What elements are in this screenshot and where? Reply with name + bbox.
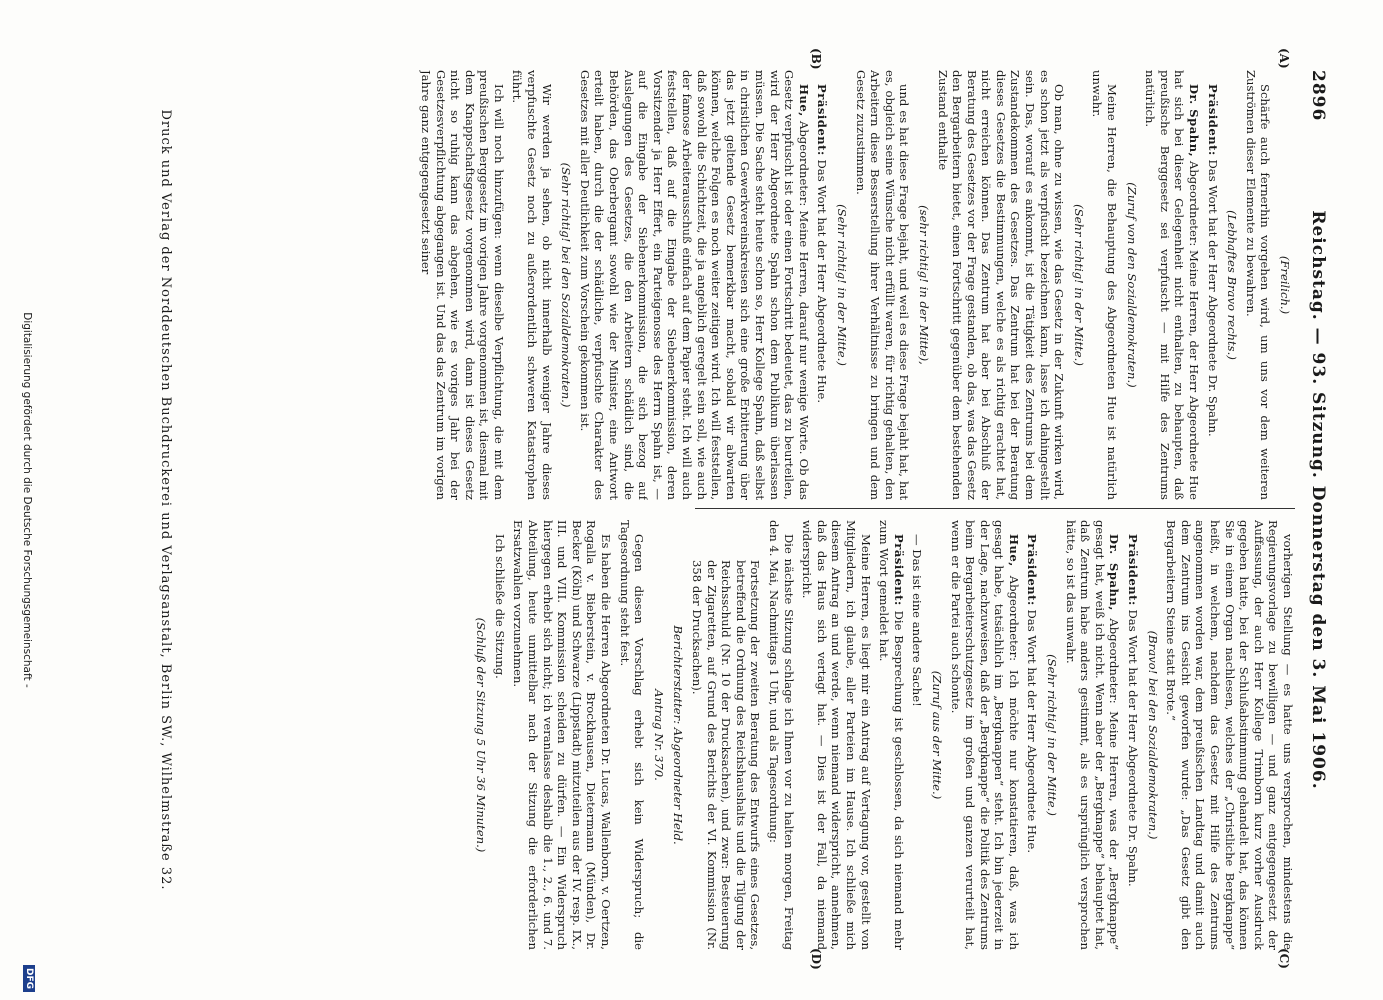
paragraph: — Das ist eine andere Sache! — [910, 534, 925, 707]
paragraph: Die nächste Sitzung schlage ich Ihnen vor zu halten morgen, Freitag den 4. Mai, Nachmittags 1 Uhr, und als Tagesordnung: — [767, 520, 796, 950]
paragraph: Ob man, ohne zu wissen, wie das Gesetz in der Zukunft wirken wird, es schon jetzt als verpfuscht bezeichnen kann, lasse ich dahingestellt sein. Das, worauf es ankommt, ist die Tätigkeit des Zentrums bei dem Zustandekommen des Gesetzes. Das Zentrum hat bei der Beratung dieses Gesetzes die Bestimmungen, welche es als richtig erachtet hat, nicht erreichen können. Das Zentrum hat aber bei Abschluß der Beratung des Gesetzes vor der Frage gestanden, ob das, was das Gesetz den Bergarbeitern bietet, einen Fortschritt gegenüber dem bestehenden Zustand enthalte — [935, 70, 1067, 500]
motion-line: Antrag Nr. 370. — [651, 689, 666, 781]
paragraph: Meine Herren, die Behauptung des Abgeordneten Hue ist natürlich unwahr. — [1090, 70, 1120, 500]
paragraph: vorherigen Stellung — es hatte uns versprochen, mindestens die Regierungsvorlage zu bewilligen — und ganz entgegengesetzt der Auffassung, der auch Herr Kollege Trimborn kurz vorher Ausdruck gegeben hatte, bei der Schlußabstimmung gehandelt hat, das können Sie in einem Organ nachlesen, welches der „Christliche Bergknappe“ heißt, in welchem, nachdem das Gesetz mit Hilfe des Zentrums angenommen worden war, dem preußischen Landtag und damit auch dem Zentrum ins Gesicht geworfen wurde: „Das Gesetz gibt den Bergarbeitern Steine statt Brote.“ — [1164, 520, 1295, 950]
interjection: (Bravo! bei den Sozialdemokraten.) — [1145, 630, 1160, 840]
interjection: (Lebhaftes Bravo rechts.) — [1225, 210, 1240, 360]
speech-paragraph — [1125, 520, 1140, 950]
printer-imprint: Druck und Verlag der Norddeutschen Buchdruckerei und Verlagsanstalt, Berlin SW., Wilhelmstraße 32. — [158, 109, 173, 891]
session-end-note: (Schluß der Sitzung 5 Uhr 36 Minuten.) — [474, 617, 489, 853]
interjection: (Freilich.) — [1278, 255, 1292, 315]
agenda-item: Fortsetzung der zweiten Beratung des Entwurfs eines Gesetzes, betreffend die Ordnung des Reichshaushalts und die Tilgung der Reichsschuld (Nr. 10 der Drucksachen), und zwar: Besteuerung der Zigaretten, auf Grund des Berichts der VI. Kommission (Nr. 358 der Drucksachen). — [690, 560, 763, 950]
speech-text: Das Wort hat der Herr Abgeordnete Dr. Spahn. — [1126, 609, 1141, 887]
dfg-logo: DFG — [23, 965, 35, 992]
paragraph: Ich will noch hinzufügen: wenn dieselbe Verpflichtung, die mit dem preußischen Berggesetz im vorigen Jahre vorgenommen ist, diesmal mit dem Knappschaftsgesetz vorgenommen wird, dann ist dieses Gesetz nicht so ruhig kann das abgehen, wie es voriges Jahr bei der Gesetzesverpflichtung abgegangen ist. Und das das Zentrum im vorigen Jahre ganz entgegengesetzt seiner — [418, 70, 506, 500]
paragraph: Wir werden ja sehen, ob nicht innerhalb weniger Jahre dieses verpfuschte Gesetz noch zu außerordentlich schweren Katastrophen führt. — [510, 70, 554, 500]
paragraph: Meine Herren, es liegt mir ein Antrag auf Vertagung vor, gestellt von Mitgliedern, ich glaube, aller Parteien im Hause. Ich schließe mich diesem Antrag an und werde, wenn niemand widerspricht, annehmen, daß das Haus sich vertagt hat. — Dies ist der Fall, da niemand widerspricht. — [800, 520, 873, 950]
speaker-name: Präsident: — [1025, 534, 1040, 606]
paragraph: Es haben die Herren Abgeordneten Dr. Lucas, Wallenborn, v. Oertzen, Rogalla v. Bieberstein, v. Brockhausen, Dietermann (Münden), Dr. Becker (Köln) und Schwarze (Lippstadt) mitzuteilen aus der IV. resp. IX., III. und VIII. Kommission scheiden zu dürfen. — Ein Widerspruch hiergegen erhebt sich nicht; ich veranlasse deshalb die 1., 2., 6. und 7. Abteilung, heute unmittelbar nach der Sitzung die erforderlichen Ersatzwahlen vorzunehmen. — [511, 520, 614, 950]
speech-text: Das Wort hat der Herr Abgeordnete Hue. — [1025, 609, 1040, 854]
speaker-name: Dr. Spahn, — [1107, 534, 1122, 611]
speech-text: Abgeordneter: Ich möchte nur konstatieren, daß, was ich gesagt habe, tatsächlich im „Bergknappen“ steht. Ich bin jederzeit in der Lage, nachzuweisen, daß der „Bergknappe“ die Politik des Zentrums beim Bergarbeiterschutzgesetz im großen und ganzen verurteilt hat, wenn er die Partei auch schonte. — [948, 520, 1021, 950]
speaker-name: Hue, — [796, 84, 811, 117]
margin-mark-a: (A) — [1277, 48, 1291, 69]
speech-text: Abgeordneter: Meine Herren, der Herr Abgeordnete Hue hat sich bei dieser Gelegenheit nicht enthalten, zu behaupten, daß preußische Berggesetz sei verpfuscht — mit Hilfe des Zentrums natürlich. — [1143, 70, 1202, 500]
speaker-name: Präsident: — [1205, 84, 1220, 156]
speaker-name: Präsident: — [815, 84, 830, 156]
page-number: 2896 — [1308, 70, 1328, 122]
right-column — [205, 520, 1295, 950]
interjection: (Sehr richtig! in der Mitte.) — [1071, 204, 1086, 366]
digitization-credit: Digitalisierung gefördert durch die Deutsche Forschungsgemeinschaft - — [21, 312, 33, 688]
paragraph: Ich schließe die Sitzung. — [492, 534, 507, 679]
speech-text: Das Wort hat der Herr Abgeordnete Hue. — [815, 159, 830, 404]
speech-text: Die Besprechung ist geschlossen, da sich niemand mehr zum Wort gemeldet hat. — [877, 520, 906, 950]
speech-paragraph — [1025, 520, 1040, 950]
interjection: (Zuruf von den Sozialdemokraten.) — [1124, 182, 1139, 388]
speaker-name: Präsident: — [1126, 534, 1141, 606]
margin-mark-b: (B) — [809, 48, 823, 70]
left-column — [205, 70, 1295, 500]
speech-text: Das Wort hat der Herr Abgeordnete Dr. Spahn. — [1205, 159, 1220, 437]
speech-paragraph — [1205, 70, 1220, 500]
speech-paragraph — [948, 520, 1021, 950]
paragraph: Schärfe auch fernerhin vorgehen wird, um uns vor dem weiteren Zuströmen dieser Elemente zu bewahren. — [1243, 70, 1273, 500]
speaker-name: Hue, — [1006, 534, 1021, 567]
speaker-name: Präsident: — [891, 534, 906, 606]
column-divider — [695, 508, 1295, 509]
speech-text: Abgeordneter: Meine Herren, was der „Bergknappe“ gesagt hat, weiß ich nicht. Wenn aber der „Bergknappe“ behauptet hat, daß Zentrum habe anders gestimmt, als es ursprünglich versprochen hätte, so ist das unwahr. — [1063, 520, 1122, 950]
speech-text: Abgeordneter: Meine Herren, darauf nur wenige Worte. Ob das Gesetz verpfuscht ist oder einen Fortschritt bedeutet, das zu beurteilen, wird der Herr Abgeordnete Spahn schon dem Publikum überlassen müssen. Die Sache steht heute schon so, Herr Kollege Spahn, daß selbst in christlichen Gewerkvereinskreisen sich eine große Erbitterung über das jetzt geltende Gesetz bemerkbar macht, sobald wir abwarten können, welche Folgen es noch weiter zeitigen wird. Ich will feststellen, daß sowohl die Schichtzeit, die ja angeblich geregelt sein soll, wie auch der famose Arbeiterausschuß einfach auf dem Papier steht. Ich will auch feststellen, daß auf die Eingabe der Siebenerkommission, deren Vorsitzender ja Herr Effert, ein Parteigenosse des Herrn Spahn ist, — auf die Eingabe der Siebenerkommission, die sich bezog auf Auslegungen des Gesetzes, die den Arbeitern schädlich sind, die Behörden, das Oberbergamt sowohl wie der Minister, eine Antwort erteilt haben, durch die der schädliche, verpfuschte Charakter des Gesetzes mit aller Deutlichkeit zum Vorschein gekommen ist. — [577, 70, 811, 500]
speech-paragraph — [815, 70, 830, 500]
speaker-name: Dr. Spahn, — [1187, 84, 1202, 158]
speech-paragraph — [1143, 70, 1201, 500]
margin-mark-c: (C) — [1277, 948, 1291, 969]
page-header — [1300, 70, 1328, 930]
interjection: (Sehr richtig! in der Mitte.) — [1045, 654, 1060, 816]
paragraph: und es hat diese Frage bejaht, und weil es diese Frage bejaht hat, hat es, obgleich seine Wünsche nicht erfüllt waren, für richtig gehalten, den Arbeitern diese Besserstellung ihrer Verhältnisse zu bringen und dem Gesetz zuzustimmen. — [853, 70, 912, 500]
interjection: (Sehr richtig! bei den Sozialdemokraten.) — [559, 162, 574, 408]
interjection: (sehr richtig! in der Mitte), — [916, 205, 931, 365]
speech-paragraph — [1063, 520, 1121, 950]
interjection: (Zuruf aus der Mitte.) — [929, 670, 944, 800]
page-title: Reichstag. — 93. Sitzung. Donnerstag den 3. Mai 1906. — [1308, 210, 1328, 790]
speech-paragraph — [577, 70, 811, 500]
speech-paragraph — [877, 520, 906, 950]
rapporteur-line: Berichterstatter: Abgeordneter Held. — [671, 625, 686, 845]
margin-mark-d: (D) — [809, 948, 823, 970]
interjection: (Sehr richtig! in der Mitte.) — [834, 204, 849, 366]
paragraph: Gegen diesen Vorschlag erhebt sich kein Widerspruch; die Tagesordnung steht fest. — [617, 520, 647, 950]
